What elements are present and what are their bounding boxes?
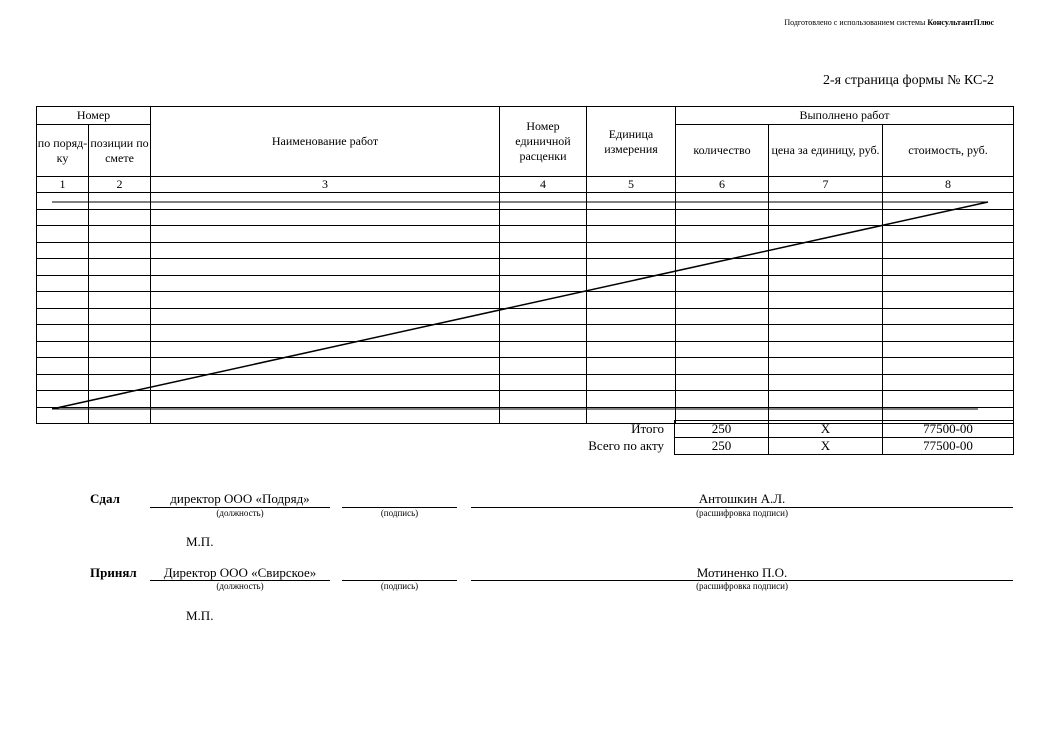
received-decoding-caption: (расшифровка подписи) xyxy=(696,581,788,591)
empty-cell xyxy=(587,242,676,259)
empty-cell xyxy=(676,374,769,391)
gave-stamp: М.П. xyxy=(186,534,214,549)
received-name: Мотиненко П.О. xyxy=(696,565,788,580)
col-number: 1 xyxy=(37,177,89,193)
empty-row xyxy=(37,391,1014,408)
header-number-group: Номер xyxy=(37,107,151,125)
empty-cell xyxy=(883,374,1014,391)
col-number: 3 xyxy=(151,177,500,193)
empty-cell xyxy=(151,325,500,342)
empty-cell xyxy=(151,275,500,292)
empty-cell xyxy=(769,358,883,375)
empty-cell xyxy=(500,193,587,210)
header-qty: количество xyxy=(676,125,769,177)
totals-table xyxy=(674,420,1014,455)
empty-cell xyxy=(676,209,769,226)
col-number: 8 xyxy=(883,177,1014,193)
empty-cell xyxy=(769,308,883,325)
empty-cell xyxy=(89,259,151,276)
vsego-row xyxy=(675,438,1014,455)
empty-cell xyxy=(37,209,89,226)
empty-cell xyxy=(37,193,89,210)
empty-cell xyxy=(769,193,883,210)
empty-cell xyxy=(37,308,89,325)
gave-position: директор ООО «Подряд» xyxy=(170,491,310,506)
col-number: 6 xyxy=(676,177,769,193)
empty-cell xyxy=(676,358,769,375)
vsego-price: Х xyxy=(769,438,883,455)
empty-cell xyxy=(883,226,1014,243)
header-note-prefix: Подготовлено с использованием системы xyxy=(784,18,926,27)
empty-cell xyxy=(587,325,676,342)
empty-cell xyxy=(151,358,500,375)
empty-cell xyxy=(151,308,500,325)
empty-cell xyxy=(587,275,676,292)
empty-row xyxy=(37,275,1014,292)
empty-cell xyxy=(89,341,151,358)
empty-cell xyxy=(883,275,1014,292)
header-position: позиции по смете xyxy=(89,125,151,177)
empty-cell xyxy=(587,292,676,309)
gave-position-caption: (должность) xyxy=(216,508,264,518)
gave-name: Антошкин А.Л. xyxy=(698,491,786,506)
header-price: цена за единицу, руб. xyxy=(769,125,883,177)
vsego-qty: 250 xyxy=(675,438,769,455)
gave-signature-caption: (подпись) xyxy=(380,508,419,518)
empty-cell xyxy=(89,226,151,243)
empty-cell xyxy=(500,325,587,342)
gave-role: Сдал xyxy=(90,491,120,506)
col-number: 4 xyxy=(500,177,587,193)
empty-cell xyxy=(37,292,89,309)
empty-cell xyxy=(587,308,676,325)
col-number: 5 xyxy=(587,177,676,193)
empty-cell xyxy=(37,275,89,292)
empty-cell xyxy=(769,391,883,408)
received-signature-caption: (подпись) xyxy=(380,581,419,591)
empty-cell xyxy=(883,193,1014,210)
empty-cell xyxy=(769,242,883,259)
empty-row xyxy=(37,226,1014,243)
empty-cell xyxy=(769,341,883,358)
itogo-row xyxy=(675,421,1014,438)
empty-cell xyxy=(500,275,587,292)
received-role: Принял xyxy=(90,565,137,580)
empty-cell xyxy=(37,358,89,375)
empty-cell xyxy=(500,358,587,375)
empty-row xyxy=(37,259,1014,276)
empty-cell xyxy=(500,292,587,309)
header-unit-price-number: Номер единичной расценки xyxy=(500,107,587,177)
empty-cell xyxy=(676,308,769,325)
empty-row xyxy=(37,193,1014,210)
empty-cell xyxy=(89,325,151,342)
empty-cell xyxy=(89,242,151,259)
empty-row xyxy=(37,341,1014,358)
empty-cell xyxy=(151,242,500,259)
empty-cell xyxy=(89,193,151,210)
empty-cell xyxy=(89,407,151,424)
header-done-group: Выполнено работ xyxy=(676,107,1014,125)
empty-cell xyxy=(37,391,89,408)
empty-row xyxy=(37,292,1014,309)
empty-row xyxy=(37,308,1014,325)
header-unit: Единица измерения xyxy=(587,107,676,177)
empty-cell xyxy=(676,275,769,292)
empty-cell xyxy=(587,226,676,243)
empty-cell xyxy=(769,374,883,391)
empty-cell xyxy=(883,358,1014,375)
empty-cell xyxy=(883,391,1014,408)
empty-cell xyxy=(883,242,1014,259)
empty-cell xyxy=(587,374,676,391)
empty-cell xyxy=(587,391,676,408)
itogo-cost: 77500-00 xyxy=(883,421,1014,438)
empty-cell xyxy=(500,259,587,276)
empty-cell xyxy=(676,242,769,259)
empty-cell xyxy=(151,209,500,226)
empty-cell xyxy=(769,259,883,276)
empty-cell xyxy=(676,341,769,358)
empty-cell xyxy=(89,292,151,309)
empty-cell xyxy=(769,209,883,226)
empty-cell xyxy=(587,358,676,375)
empty-cell xyxy=(151,407,500,424)
empty-cell xyxy=(37,325,89,342)
empty-cell xyxy=(500,341,587,358)
empty-cell xyxy=(151,374,500,391)
empty-cell xyxy=(37,242,89,259)
header-order: по поряд-ку xyxy=(37,125,89,177)
gave-decoding-caption: (расшифровка подписи) xyxy=(696,508,788,518)
empty-cell xyxy=(587,209,676,226)
empty-row xyxy=(37,209,1014,226)
header-note-brand: КонсультантПлюс xyxy=(927,18,994,27)
empty-cell xyxy=(37,407,89,424)
empty-row xyxy=(37,242,1014,259)
empty-cell xyxy=(883,209,1014,226)
empty-cell xyxy=(500,242,587,259)
empty-cell xyxy=(769,325,883,342)
empty-row xyxy=(37,358,1014,375)
empty-cell xyxy=(37,374,89,391)
itogo-qty: 250 xyxy=(675,421,769,438)
col-number: 2 xyxy=(89,177,151,193)
empty-cell xyxy=(587,341,676,358)
empty-cell xyxy=(769,292,883,309)
empty-cell xyxy=(883,308,1014,325)
received-position-caption: (должность) xyxy=(216,581,264,591)
empty-cell xyxy=(883,292,1014,309)
empty-cell xyxy=(37,341,89,358)
empty-cell xyxy=(89,275,151,292)
header-note xyxy=(560,18,994,27)
empty-cell xyxy=(676,391,769,408)
empty-cell xyxy=(676,226,769,243)
empty-cell xyxy=(883,325,1014,342)
empty-cell xyxy=(89,358,151,375)
empty-cell xyxy=(151,292,500,309)
empty-cell xyxy=(587,259,676,276)
empty-cell xyxy=(89,391,151,408)
empty-cell xyxy=(151,259,500,276)
empty-cell xyxy=(89,308,151,325)
received-position: Директор ООО «Свирское» xyxy=(163,565,317,580)
empty-cell xyxy=(676,193,769,210)
empty-rows xyxy=(37,193,1014,424)
empty-cell xyxy=(151,391,500,408)
vsego-cost: 77500-00 xyxy=(883,438,1014,455)
empty-cell xyxy=(37,226,89,243)
empty-cell xyxy=(151,226,500,243)
header-cost: стоимость, руб. xyxy=(883,125,1014,177)
empty-cell xyxy=(883,259,1014,276)
header-work-name: Наименование работ xyxy=(151,107,500,177)
empty-cell xyxy=(500,226,587,243)
empty-cell xyxy=(89,209,151,226)
empty-cell xyxy=(587,193,676,210)
empty-row xyxy=(37,374,1014,391)
empty-cell xyxy=(500,374,587,391)
empty-cell xyxy=(676,259,769,276)
empty-cell xyxy=(676,292,769,309)
received-stamp: М.П. xyxy=(186,608,214,623)
itogo-price: Х xyxy=(769,421,883,438)
empty-cell xyxy=(883,341,1014,358)
form-title: 2-я страница формы № КС-2 xyxy=(823,73,994,88)
empty-cell xyxy=(500,209,587,226)
itogo-label: Итого xyxy=(631,421,664,436)
empty-cell xyxy=(151,193,500,210)
empty-cell xyxy=(37,259,89,276)
empty-row xyxy=(37,325,1014,342)
vsego-label: Всего по акту xyxy=(588,438,664,453)
empty-cell xyxy=(89,374,151,391)
empty-cell xyxy=(769,275,883,292)
works-table xyxy=(36,106,1014,424)
empty-cell xyxy=(151,341,500,358)
col-number: 7 xyxy=(769,177,883,193)
empty-cell xyxy=(500,308,587,325)
empty-cell xyxy=(769,226,883,243)
empty-cell xyxy=(676,325,769,342)
empty-cell xyxy=(500,391,587,408)
